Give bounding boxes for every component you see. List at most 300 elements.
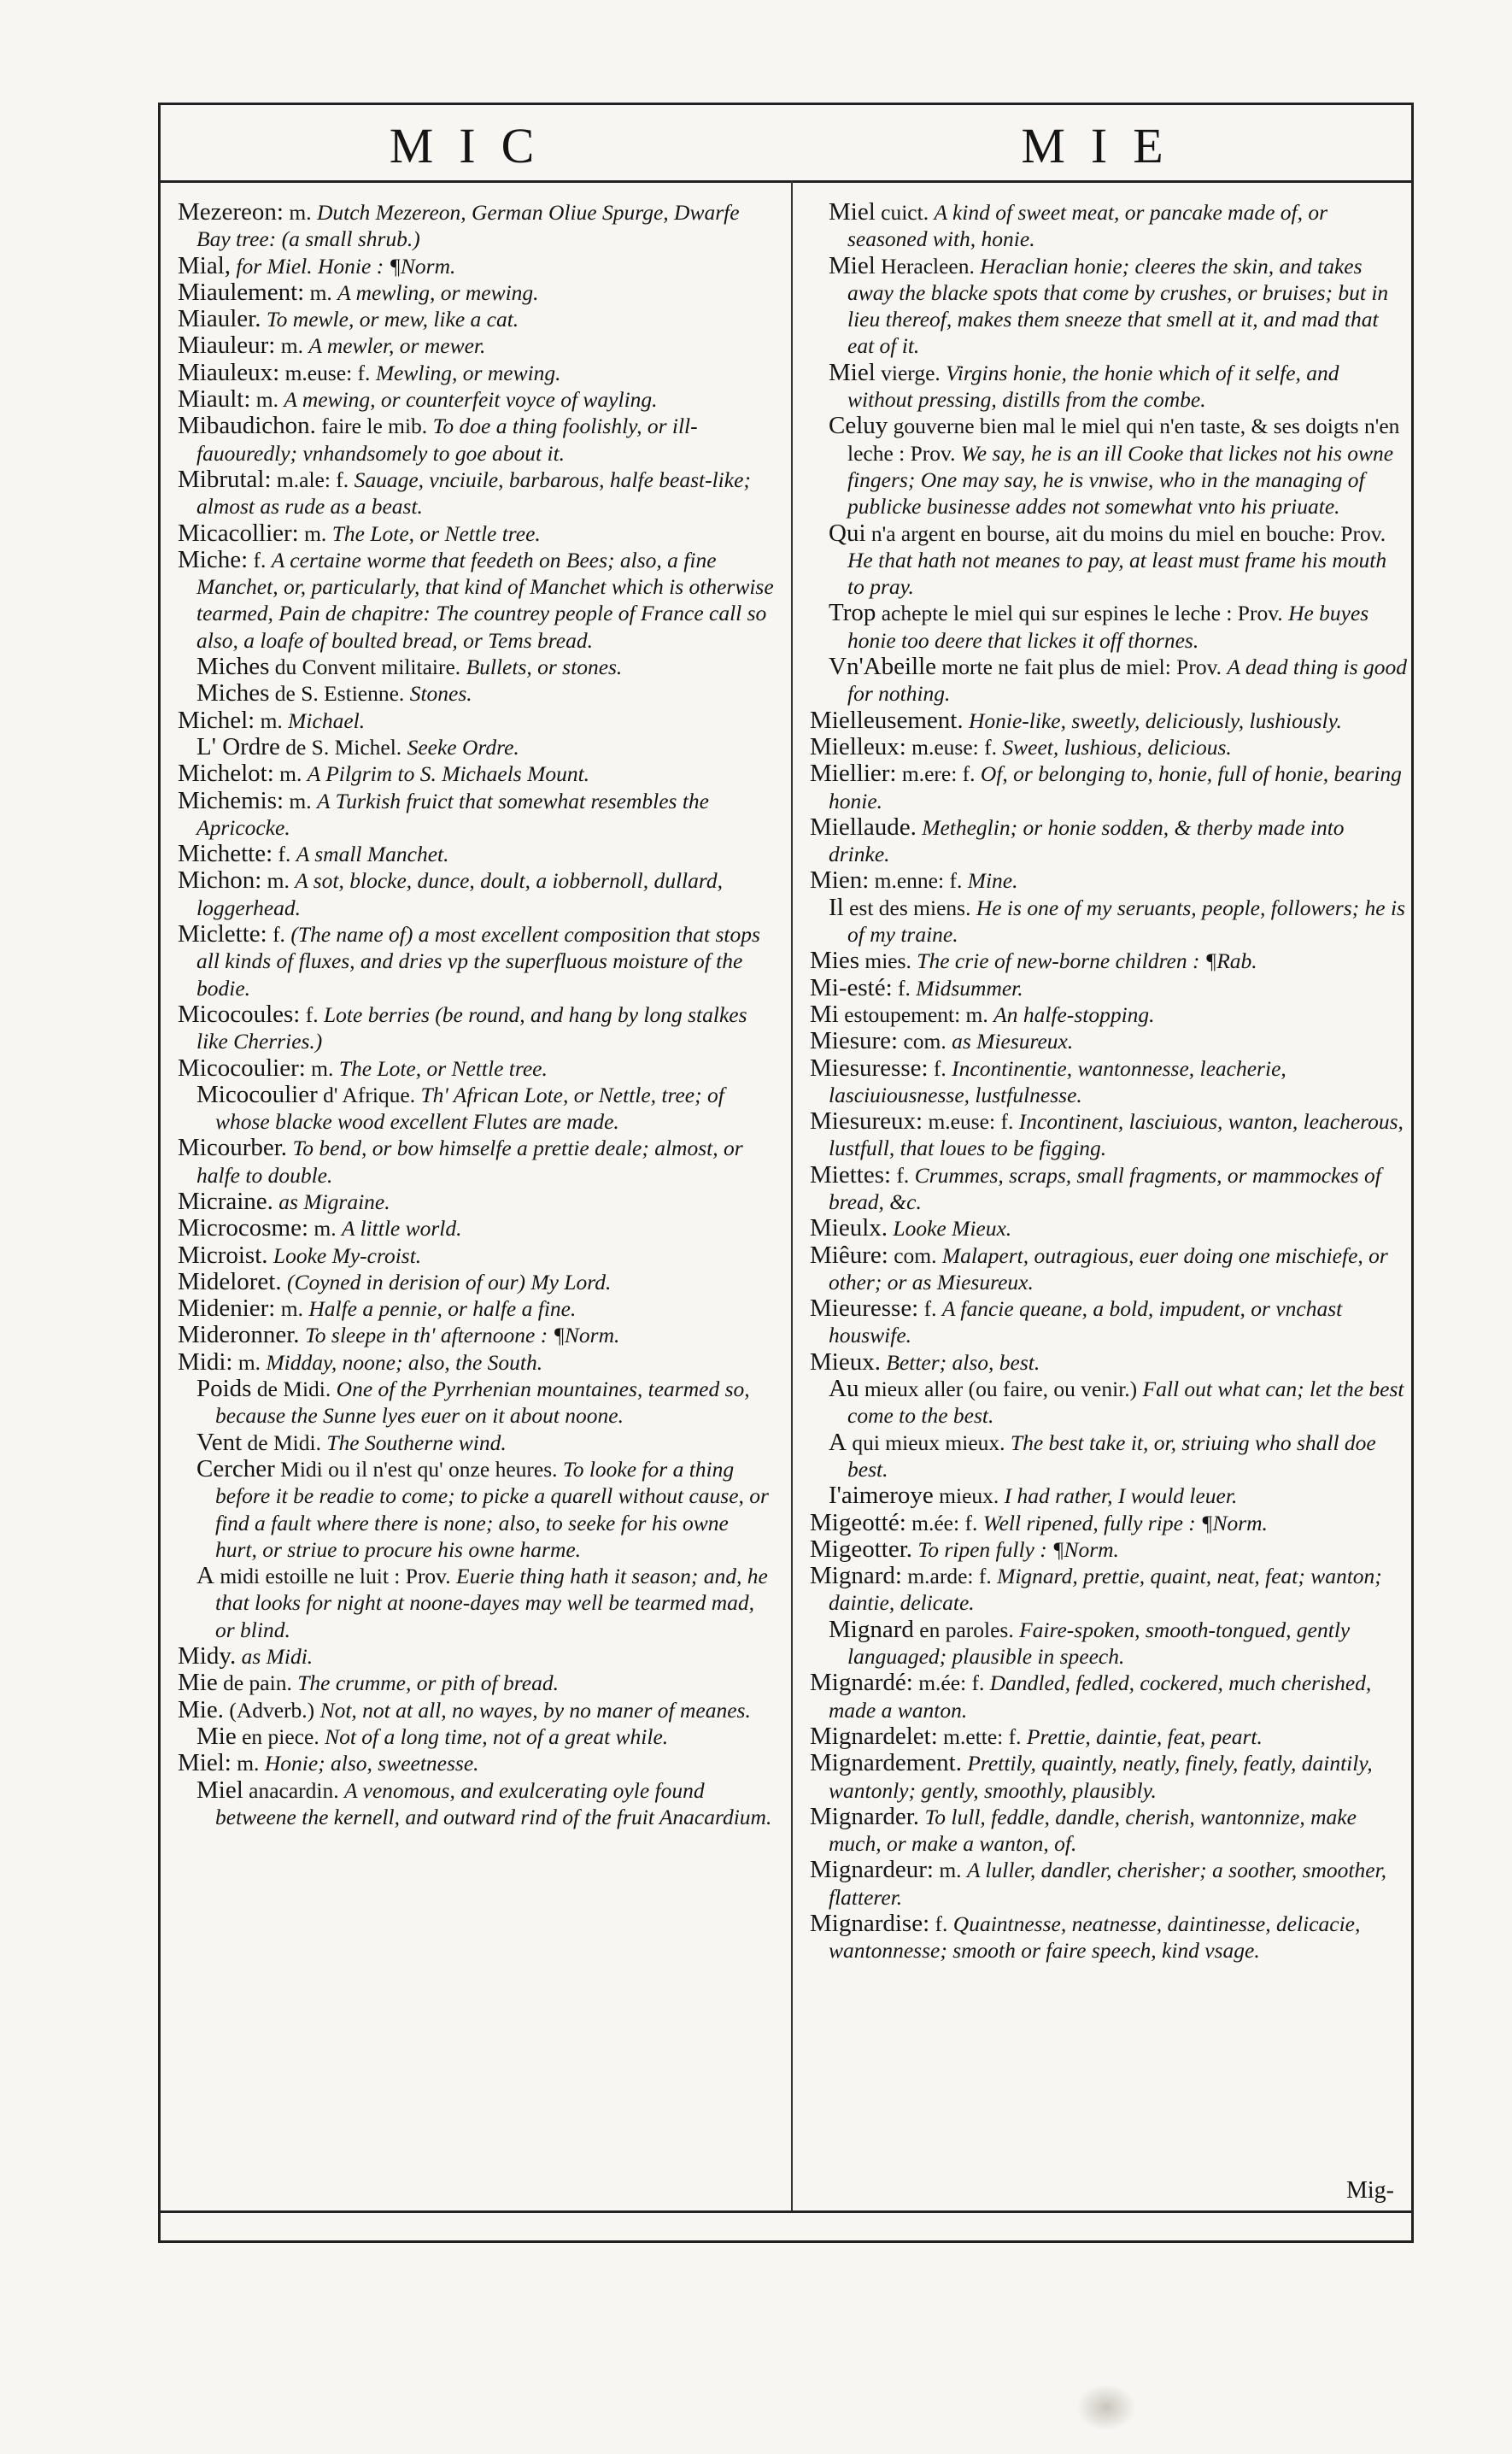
entry-headword: Mie	[196, 1722, 237, 1750]
entry-headword: A	[829, 1428, 847, 1456]
dictionary-entry	[178, 1430, 776, 1456]
entry-grammar: mieux.	[939, 1483, 999, 1509]
entry-headword: Miel	[829, 358, 876, 386]
entry-grammar: anacardin.	[249, 1777, 339, 1803]
dictionary-entry	[178, 1750, 776, 1776]
entry-gloss: Honie; also, sweetnesse.	[264, 1751, 479, 1776]
entry-headword: Miche:	[178, 545, 249, 573]
entry-headword: Micraine.	[178, 1187, 273, 1215]
entry-headword: Micocoulier:	[178, 1054, 306, 1082]
entry-gloss: Mignard, prettie, quaint, neat, feat; wanton; daintie, delicate.	[829, 1564, 1382, 1616]
dictionary-entry	[810, 654, 1408, 707]
entry-headword: Michelot:	[178, 760, 274, 788]
entry-gloss: Of, or belonging to, honie, full of honie, bearing honie.	[829, 761, 1402, 813]
entry-headword: Midy.	[178, 1642, 237, 1670]
dictionary-entry	[178, 1215, 776, 1242]
dictionary-entry	[178, 760, 776, 787]
entry-grammar: m.	[267, 868, 290, 894]
entry-gloss: Halfe a pennie, or halfe a fine.	[308, 1296, 577, 1322]
entry-headword: Michemis:	[178, 786, 284, 814]
entry-gloss: A venomous, and exulcerating oyle found betweene the kernell, and outward rind of the fruit Anacardium.	[215, 1777, 772, 1829]
entry-grammar: en paroles.	[919, 1617, 1014, 1642]
dictionary-entry	[810, 814, 1408, 868]
entry-gloss: We say, he is an ill Cooke that lickes not his owne fingers; One may say, he is vnwise, who in the managing of publicke businesse addes not somewhat vnto his priuate.	[847, 440, 1394, 520]
entry-grammar: m.euse: f.	[928, 1109, 1014, 1135]
entry-grammar: de pain.	[223, 1670, 292, 1696]
running-head-right: MIE	[1021, 118, 1189, 173]
entry-gloss: Stones.	[409, 681, 472, 707]
entry-grammar: n'a argent en bourse, ait du moins du miel en bouche: Prov.	[870, 520, 1386, 546]
entry-gloss: Sauage, vnciuile, barbarous, halfe beast-like; almost as rude as a beast.	[196, 467, 751, 520]
dictionary-entry	[178, 1723, 776, 1750]
entry-gloss: Looke Mieux.	[893, 1216, 1012, 1242]
entry-grammar: Midi ou il n'est qu' onze heures.	[280, 1456, 558, 1482]
entry-gloss: Prettie, daintie, feat, peart.	[1026, 1723, 1263, 1749]
dictionary-entry	[178, 520, 776, 547]
dictionary-entry	[810, 1430, 1408, 1483]
entry-headword: Au	[829, 1375, 859, 1403]
dictionary-entry	[178, 279, 776, 306]
entry-gloss: Not, not at all, no wayes, by no maner of meanes.	[319, 1697, 751, 1723]
entry-gloss: The crumme, or pith of bread.	[297, 1670, 559, 1696]
dictionary-page	[158, 103, 1414, 2243]
dictionary-entry	[810, 1295, 1408, 1349]
entry-gloss: The crie of new-borne children : ¶Rab.	[917, 948, 1257, 974]
dictionary-entry	[178, 467, 776, 520]
entry-gloss: Mewling, or mewing.	[375, 360, 561, 385]
column-divider	[791, 180, 793, 2213]
dictionary-entry	[178, 841, 776, 867]
dictionary-entry	[178, 1456, 776, 1563]
entry-headword: Mie.	[178, 1695, 224, 1723]
entry-gloss: Dandled, fedled, cockered, much cherished, made a wanton.	[829, 1670, 1372, 1723]
entry-headword: Mignarder.	[810, 1802, 920, 1830]
entry-headword: Mi	[810, 1000, 839, 1028]
dictionary-entry	[178, 1135, 776, 1189]
dictionary-entry	[810, 1563, 1408, 1617]
dictionary-entry	[810, 1857, 1408, 1911]
entry-headword: Mial,	[178, 251, 231, 279]
entry-headword: Miauleux:	[178, 358, 280, 386]
dictionary-entry	[178, 1777, 776, 1831]
catchword: Mig-	[1346, 2177, 1394, 2204]
dictionary-entry	[810, 948, 1408, 974]
entry-grammar: com.	[894, 1242, 937, 1268]
entry-headword: Miauler.	[178, 305, 261, 333]
running-head-left: MIC	[389, 118, 560, 173]
entry-gloss: Bullets, or stones.	[466, 655, 623, 680]
entry-headword: Il	[829, 893, 844, 921]
entry-headword: Mibaudichon.	[178, 412, 316, 440]
entry-grammar: m.	[311, 1055, 334, 1081]
entry-gloss: To sleepe in th' afternoone : ¶Norm.	[304, 1323, 620, 1348]
entry-grammar: estoupement: m.	[844, 1001, 988, 1027]
entry-headword: Mieuresse:	[810, 1295, 919, 1323]
entry-gloss: A kind of sweet meat, or pancake made of, or seasoned with, honie.	[847, 200, 1328, 252]
entry-grammar: m.	[260, 707, 283, 733]
entry-gloss: Michael.	[288, 707, 366, 733]
entry-grammar: m.enne: f.	[874, 868, 963, 894]
footer-rule	[161, 2210, 1411, 2213]
dictionary-entry	[178, 654, 776, 680]
entry-grammar: faire le mib.	[321, 414, 428, 439]
entry-headword: Mielleux:	[810, 732, 906, 760]
entry-headword: Mieulx.	[810, 1214, 888, 1242]
dictionary-entry	[810, 707, 1408, 734]
dictionary-entry	[810, 867, 1408, 894]
entry-headword: Miesure:	[810, 1027, 899, 1055]
entry-gloss: Quaintnesse, neatnesse, daintinesse, delicacie, wantonnesse; smooth or faire speech, kind vsage.	[829, 1911, 1361, 1964]
entry-headword: Miches	[196, 653, 270, 681]
entry-gloss: A sot, blocke, dunce, doult, a iobbernoll, dullard, loggerhead.	[196, 868, 723, 920]
entry-grammar: (Adverb.)	[229, 1697, 315, 1723]
entry-gloss: Th' African Lote, or Nettle, tree; of whose blacke wood excellent Flutes are made.	[215, 1082, 724, 1135]
entry-gloss: Heraclian honie; cleeres the skin, and takes away the blacke spots that come by crushes, or bruises; but in lieu thereof, makes them sneeze that smell at it, and mad that eat of it.	[847, 253, 1389, 359]
entry-headword: Michel:	[178, 706, 255, 734]
entry-gloss: To mewle, or mew, like a cat.	[266, 307, 519, 332]
entry-gloss: Faire-spoken, smooth-tongued, gently languaged; plausible in speech.	[847, 1617, 1351, 1670]
entry-headword: Mignard	[829, 1615, 914, 1643]
entry-gloss: Honie-like, sweetly, deliciously, lushiously.	[968, 707, 1342, 733]
entry-headword: Mie	[178, 1669, 218, 1697]
entry-gloss: A Turkish fruict that somewhat resembles the Apricocke.	[196, 788, 710, 840]
entry-grammar: cuict.	[881, 200, 929, 225]
entry-gloss: An halfe-stopping.	[993, 1001, 1155, 1027]
dictionary-entry	[178, 867, 776, 921]
dictionary-entry	[178, 199, 776, 253]
entry-headword: Miellaude.	[810, 813, 917, 841]
entry-gloss: Better; also, best.	[886, 1349, 1040, 1375]
dictionary-entry	[178, 1697, 776, 1723]
dictionary-entry	[178, 547, 776, 654]
entry-headword: Miêure:	[810, 1241, 888, 1269]
dictionary-entry	[810, 1617, 1408, 1670]
dictionary-entry	[178, 332, 776, 359]
dictionary-entry	[810, 520, 1408, 601]
entry-gloss: I had rather, I would leuer.	[1004, 1483, 1238, 1509]
entry-headword: Mibrutal:	[178, 465, 272, 493]
entry-headword: Miel	[829, 251, 876, 279]
entry-headword: Mieux.	[810, 1347, 881, 1376]
entry-grammar: m.ale: f.	[276, 467, 349, 492]
entry-gloss: Incontinent, lasciuious, wanton, leacherous, lustfull, that loues to be figging.	[829, 1109, 1404, 1161]
entry-headword: Celuy	[829, 412, 888, 440]
dictionary-entry	[810, 1001, 1408, 1028]
entry-headword: Migeotté:	[810, 1508, 906, 1536]
dictionary-entry	[810, 1242, 1408, 1296]
dictionary-entry	[178, 1322, 776, 1348]
dictionary-entry	[810, 1349, 1408, 1376]
dictionary-entry	[178, 1001, 776, 1055]
entry-grammar: f.	[896, 1162, 910, 1188]
entry-headword: Qui	[829, 519, 866, 547]
dictionary-entry	[810, 1723, 1408, 1750]
entry-grammar: m.ere: f.	[901, 761, 976, 787]
entry-headword: Vent	[196, 1428, 243, 1456]
entry-headword: Micacollier:	[178, 519, 299, 547]
entry-grammar: de S. Estienne.	[274, 681, 405, 707]
entry-grammar: m.	[280, 333, 303, 359]
entry-gloss: A Pilgrim to S. Michaels Mount.	[307, 761, 590, 787]
entry-grammar: m.ée: f.	[918, 1670, 985, 1696]
dictionary-entry	[810, 199, 1408, 253]
entry-headword: Microist.	[178, 1241, 268, 1269]
dictionary-entry	[178, 734, 776, 760]
entry-grammar: m.	[289, 200, 312, 225]
entry-headword: Miesuresse:	[810, 1054, 929, 1082]
dictionary-entry	[178, 1643, 776, 1670]
entry-gloss: A mewling, or mewing.	[337, 279, 539, 305]
entry-headword: L' Ordre	[196, 732, 280, 760]
entry-gloss: A mewing, or counterfeit voyce of wayling.	[284, 387, 658, 413]
entry-grammar: f.	[898, 975, 911, 1001]
entry-gloss: Malapert, outragious, euer doing one mischiefe, or other; or as Miesureux.	[829, 1242, 1388, 1295]
entry-gloss: Mine.	[967, 868, 1018, 894]
entry-headword: I'aimeroye	[829, 1482, 934, 1510]
dictionary-entry	[810, 253, 1408, 360]
entry-grammar: com.	[903, 1029, 946, 1054]
entry-gloss: The Lote, or Nettle tree.	[338, 1055, 548, 1081]
entry-grammar: m.euse: f.	[284, 360, 371, 385]
dictionary-entry	[810, 1215, 1408, 1242]
entry-gloss: Well ripened, fully ripe : ¶Norm.	[982, 1510, 1268, 1535]
entry-headword: Mignardelet:	[810, 1722, 938, 1750]
dictionary-entry	[178, 253, 776, 279]
entry-headword: Mies	[810, 947, 859, 975]
entry-headword: Mignard:	[810, 1562, 902, 1590]
entry-headword: Poids	[196, 1375, 252, 1403]
entry-headword: Miauleur:	[178, 332, 276, 360]
dictionary-entry	[810, 600, 1408, 654]
entry-grammar: Heracleen.	[881, 253, 975, 279]
entry-headword: Miel	[196, 1776, 243, 1804]
dictionary-entry	[810, 1510, 1408, 1536]
dictionary-entry	[810, 760, 1408, 814]
dictionary-entry	[810, 1670, 1408, 1723]
entry-headword: Mignardement.	[810, 1749, 962, 1777]
entry-grammar: f.	[923, 1296, 937, 1322]
dictionary-entry	[810, 1536, 1408, 1563]
dictionary-entry	[178, 921, 776, 1001]
entry-headword: Miault:	[178, 385, 251, 414]
entry-headword: Miclette:	[178, 920, 267, 948]
entry-headword: Vn'Abeille	[829, 653, 937, 681]
entry-headword: Miel	[829, 199, 876, 226]
entry-grammar: m.arde: f.	[907, 1564, 992, 1589]
entry-gloss: as Miesureux.	[952, 1029, 1074, 1054]
entry-grammar: f.	[935, 1911, 948, 1936]
dictionary-entry	[810, 975, 1408, 1001]
entry-grammar: de S. Michel.	[285, 734, 402, 760]
entry-gloss: Prettily, quaintly, neatly, finely, featly, daintily, wantonly; gently, smoothly, plausibly.	[829, 1751, 1373, 1803]
entry-gloss: Virgins honie, the honie which of it selfe, and without pressing, distills from the combe.	[847, 360, 1339, 413]
dictionary-entry	[178, 1055, 776, 1082]
entry-grammar: midi estoille ne luit : Prov.	[220, 1564, 451, 1589]
entry-headword: Mideloret.	[178, 1267, 282, 1295]
entry-headword: Mien:	[810, 866, 870, 895]
dictionary-entry	[178, 1082, 776, 1136]
dictionary-entry	[178, 360, 776, 386]
entry-headword: Mi-esté:	[810, 973, 893, 1001]
entry-gloss: To doe a thing foolishly, or ill-fauouredly; vnhandsomely to goe about it.	[196, 414, 698, 466]
dictionary-entry	[810, 895, 1408, 948]
dictionary-entry	[178, 707, 776, 734]
entry-headword: Mielleusement.	[810, 706, 964, 734]
entry-headword: Michette:	[178, 840, 273, 868]
entry-gloss: A luller, dandler, cherisher; a soother, smoother, flatterer.	[829, 1858, 1387, 1910]
entry-grammar: achepte le miel qui sur espines le leche : Prov.	[881, 601, 1283, 626]
entry-gloss: (The name of) a most excellent composition that stops all kinds of fluxes, and dries vp the superfluous moisture of the bodie.	[196, 922, 760, 1001]
entry-gloss: Fall out what can; let the best come to the best.	[847, 1377, 1404, 1429]
entry-grammar: du Convent militaire.	[274, 655, 461, 680]
entry-headword: Miches	[196, 679, 270, 707]
entry-gloss: Seeke Ordre.	[407, 734, 519, 760]
entry-grammar: m.	[255, 387, 278, 413]
dictionary-entry	[178, 1670, 776, 1696]
entry-grammar: f.	[305, 1001, 319, 1027]
entry-gloss: One of the Pyrrhenian mountaines, tearmed so, because the Sunne lyes euer on it about noone.	[215, 1377, 750, 1429]
entry-grammar: m.	[289, 788, 312, 813]
entry-gloss: Midsummer.	[916, 975, 1023, 1001]
entry-headword: Migeotter.	[810, 1535, 913, 1563]
dictionary-entry	[810, 734, 1408, 760]
entry-gloss: as Migraine.	[278, 1189, 390, 1214]
entry-grammar: mies.	[864, 948, 911, 974]
entry-gloss: as Midi.	[241, 1644, 314, 1670]
dictionary-entry	[178, 788, 776, 842]
dictionary-entry	[178, 306, 776, 332]
entry-headword: Midi:	[178, 1347, 233, 1376]
entry-headword: Miaulement:	[178, 278, 305, 306]
entry-headword: Mignardeur:	[810, 1856, 934, 1884]
entry-gloss: To ripen fully : ¶Norm.	[917, 1536, 1119, 1562]
entry-gloss: Incontinentie, wantonnesse, leacherie, lasciuiousnesse, lustfulnesse.	[829, 1055, 1286, 1107]
dictionary-entry	[810, 1108, 1408, 1162]
entry-gloss: Not of a long time, not of a great while.	[325, 1723, 669, 1749]
entry-grammar: d' Afrique.	[323, 1082, 416, 1107]
entry-grammar: m.	[314, 1216, 337, 1242]
entry-gloss: The Lote, or Nettle tree.	[331, 520, 541, 546]
dictionary-entry	[810, 1911, 1408, 1964]
entry-gloss: Lote berries (be round, and hang by long stalkes like Cherries.)	[196, 1001, 747, 1054]
entry-grammar: f.	[273, 922, 285, 948]
entry-gloss: A mewler, or mewer.	[308, 333, 486, 359]
entry-grammar: vierge.	[881, 360, 941, 385]
entry-gloss: He is one of my seruants, people, followers; he is of my traine.	[847, 895, 1405, 948]
dictionary-entry	[810, 1028, 1408, 1054]
dictionary-entry	[178, 1242, 776, 1269]
dictionary-entry	[178, 386, 776, 413]
entry-grammar: f.	[278, 842, 291, 867]
dictionary-entry	[178, 1295, 776, 1322]
dictionary-entry	[810, 1162, 1408, 1216]
entry-gloss: A fancie queane, a bold, impudent, or vnchast houswife.	[829, 1296, 1343, 1348]
entry-headword: Miellier:	[810, 760, 897, 788]
dictionary-entry	[810, 360, 1408, 414]
entry-gloss: He that hath not meanes to pay, at least must frame his mouth to pray.	[847, 547, 1387, 600]
entry-headword: Mignardé:	[810, 1669, 913, 1697]
entry-gloss: for Miel. Honie : ¶Norm.	[236, 253, 456, 279]
dictionary-entry	[810, 1804, 1408, 1858]
dictionary-entry	[810, 1376, 1408, 1430]
entry-gloss: Sweet, lushious, delicious.	[1002, 734, 1232, 760]
dictionary-entry	[810, 1055, 1408, 1109]
entry-grammar: m.	[237, 1349, 261, 1375]
entry-grammar: morte ne fait plus de miel: Prov.	[941, 655, 1222, 680]
entry-grammar: de Midi.	[247, 1430, 321, 1455]
entry-headword: Mezereon:	[178, 199, 284, 226]
entry-gloss: Dutch Mezereon, German Oliue Spurge, Dwarfe Bay tree: (a small shrub.)	[196, 200, 740, 252]
entry-headword: Miettes:	[810, 1160, 892, 1189]
dictionary-entry	[810, 1482, 1408, 1509]
entry-headword: Micourber.	[178, 1134, 288, 1162]
left-column	[178, 199, 776, 2190]
dictionary-entry	[178, 413, 776, 467]
dictionary-entry	[810, 413, 1408, 520]
dictionary-entry	[178, 1269, 776, 1295]
header-rule	[161, 180, 1411, 183]
entry-headword: Microcosme:	[178, 1214, 309, 1242]
entry-grammar: m.	[237, 1751, 260, 1776]
entry-gloss: Crummes, scraps, small fragments, or mammockes of bread, &c.	[829, 1162, 1381, 1214]
entry-grammar: m.ée: f.	[911, 1510, 978, 1535]
dictionary-entry	[178, 1349, 776, 1376]
dictionary-entry	[178, 680, 776, 707]
right-column	[810, 199, 1408, 2190]
page-smudge	[1076, 2384, 1136, 2431]
entry-grammar: gouverne bien mal le miel qui n'en taste, & ses doigts n'en leche : Prov.	[847, 414, 1400, 466]
entry-gloss: The best take it, or, striuing who shall doe best.	[847, 1430, 1376, 1482]
entry-headword: Trop	[829, 599, 876, 627]
entry-grammar: est des miens.	[849, 895, 971, 920]
entry-grammar: m.	[279, 761, 302, 787]
entry-grammar: en piece.	[242, 1723, 319, 1749]
entry-grammar: m.	[309, 279, 332, 305]
entry-gloss: Metheglin; or honie sodden, & therby made into drinke.	[829, 814, 1345, 867]
entry-headword: Michon:	[178, 866, 262, 895]
entry-grammar: m.	[304, 520, 327, 546]
entry-gloss: A dead thing is good for nothing.	[847, 655, 1408, 707]
entry-gloss: The Southerne wind.	[326, 1430, 507, 1455]
entry-gloss: A small Manchet.	[296, 842, 449, 867]
dictionary-entry	[178, 1189, 776, 1215]
entry-headword: Mideronner.	[178, 1321, 300, 1349]
entry-gloss: To lull, feddle, dandle, cherish, wantonnize, make much, or make a wanton, of.	[829, 1804, 1357, 1857]
entry-headword: Micocoules:	[178, 1000, 301, 1028]
entry-headword: Midenier:	[178, 1295, 276, 1323]
entry-grammar: f.	[933, 1055, 946, 1081]
entry-grammar: f.	[253, 547, 267, 572]
entry-headword: Miel:	[178, 1749, 231, 1777]
entry-headword: Cercher	[196, 1454, 275, 1482]
entry-grammar: de Midi.	[256, 1377, 331, 1402]
dictionary-entry	[178, 1376, 776, 1430]
entry-gloss: Euerie thing hath it season; and, he that looks for night at noone-dayes may well be tearmed mad, or blind.	[215, 1564, 768, 1642]
entry-grammar: mieux aller (ou faire, ou venir.)	[864, 1377, 1138, 1402]
dictionary-entry	[178, 1563, 776, 1643]
entry-gloss: He buyes honie too deere that lickes it off thornes.	[847, 601, 1369, 653]
entry-headword: Miesureux:	[810, 1107, 923, 1136]
dictionary-entry	[810, 1750, 1408, 1804]
entry-gloss: To looke for a thing before it be readie to come; to picke a quarell without cause, or find a fault where there is none; also, to seeke for his owne hurt, or striue to procure his owne harme.	[215, 1456, 769, 1562]
entry-gloss: A little world.	[341, 1216, 462, 1242]
entry-grammar: m.	[939, 1858, 962, 1883]
entry-gloss: Looke My-croist.	[273, 1242, 422, 1268]
entry-gloss: (Coyned in derision of our) My Lord.	[286, 1269, 612, 1295]
entry-gloss: To bend, or bow himselfe a prettie deale; almost, or halfe to double.	[196, 1136, 743, 1188]
entry-headword: Micocoulier	[196, 1080, 318, 1108]
entry-headword: Mignardise:	[810, 1910, 930, 1937]
